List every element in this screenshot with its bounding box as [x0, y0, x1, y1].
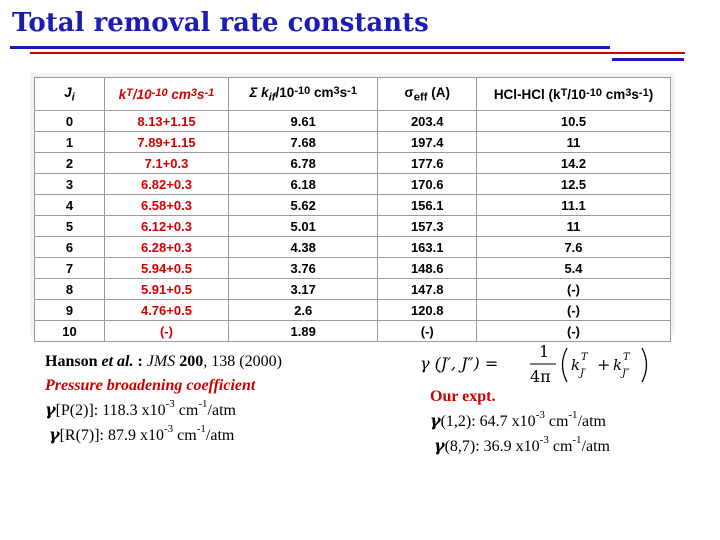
header-j: $J_i$: [35, 78, 105, 111]
cell-sigma: 120.8: [378, 300, 477, 321]
our-experiment-block: [430, 385, 710, 459]
cell-sum-k: 5.01: [228, 216, 377, 237]
gamma-symbol: γ: [49, 425, 60, 444]
cell-hcl: 11: [477, 132, 671, 153]
formula-k-right-sup: T: [623, 352, 630, 363]
cell-hcl: 11.1: [477, 195, 671, 216]
cell-kt: 5.94+0.5: [104, 258, 228, 279]
cell-hcl: 7.6: [477, 237, 671, 258]
rate-constants-table-frame: [30, 73, 675, 339]
cell-sum-k: 2.6: [228, 300, 377, 321]
formula-numerator: 1: [539, 342, 550, 361]
cell-kt: 6.28+0.3: [104, 237, 228, 258]
cell-kt: 4.76+0.5: [104, 300, 228, 321]
reference-gamma-p2: γ[P(2)]: 118.3 $x10^{-3}$ $cm^{-1}$/atm: [45, 398, 236, 419]
cell-kt: 5.91+0.5: [104, 279, 228, 300]
cell-kt: 6.58+0.3: [104, 195, 228, 216]
table-header-row: [35, 78, 671, 111]
formula-denominator: 4π: [530, 367, 551, 386]
cell-j: 9: [35, 300, 105, 321]
cell-sum-k: 3.76: [228, 258, 377, 279]
title-underline-blue-right: [612, 58, 684, 61]
cell-kt: 6.12+0.3: [104, 216, 228, 237]
our-expt-heading: Our expt.: [430, 388, 496, 405]
cell-kt: (-): [104, 321, 228, 342]
cell-hcl: (-): [477, 321, 671, 342]
cell-sum-k: 4.38: [228, 237, 377, 258]
header-sum-k: Σ $k_{if}/10^{-10}$ $cm^3s^{-1}$: [228, 78, 377, 111]
reference-gamma-r7: γ[R(7)]: 87.9 $x10^{-3}$ $cm^{-1}$/atm: [49, 423, 235, 444]
header-hcl: HCl-HCl ($k^T/10^{-10}$ $cm^3s^{-1}$): [477, 78, 671, 111]
cell-j: 2: [35, 153, 105, 174]
formula-lhs: γ (J′, J″) =: [420, 354, 499, 373]
header-sigma: $\sigma_{eff}$ (A): [378, 78, 477, 111]
cell-sum-k: 5.62: [228, 195, 377, 216]
expt-gamma-1-2: γ(1,2): 64.7 $x10^{-3}$ $cm^{-1}$/atm: [430, 409, 606, 430]
cell-j: 6: [35, 237, 105, 258]
cell-sigma: 170.6: [378, 174, 477, 195]
slide-title: Total removal rate constants: [12, 8, 429, 38]
cell-sigma: 177.6: [378, 153, 477, 174]
formula-k-right-sub: J″: [622, 368, 630, 379]
formula-paren-left: [563, 348, 568, 382]
broadening-formula: [420, 340, 670, 390]
gamma-symbol: γ: [434, 436, 445, 455]
formula-k-right: k: [613, 356, 623, 374]
cell-hcl: (-): [477, 300, 671, 321]
cell-sigma: 148.6: [378, 258, 477, 279]
cell-j: 5: [35, 216, 105, 237]
cell-j: 8: [35, 279, 105, 300]
formula-k-left-sub: J′: [580, 368, 587, 379]
cell-kt: 8.13+1.15: [104, 111, 228, 132]
cell-hcl: 11: [477, 216, 671, 237]
cell-sum-k: 9.61: [228, 111, 377, 132]
table-row: [35, 321, 671, 342]
table-row: [35, 237, 671, 258]
cell-sigma: 156.1: [378, 195, 477, 216]
cell-kt: 6.82+0.3: [104, 174, 228, 195]
cell-j: 10: [35, 321, 105, 342]
table-row: [35, 132, 671, 153]
formula-graphic: [420, 340, 670, 390]
table-row: [35, 279, 671, 300]
pressure-broadening-label: Pressure broadening coefficient: [45, 377, 256, 394]
cell-j: 3: [35, 174, 105, 195]
cell-j: 7: [35, 258, 105, 279]
gamma-symbol: γ: [45, 400, 56, 419]
cell-sum-k: 6.78: [228, 153, 377, 174]
table-row: [35, 174, 671, 195]
rate-constants-table: [34, 77, 671, 342]
cell-j: 0: [35, 111, 105, 132]
cell-kt: 7.1+0.3: [104, 153, 228, 174]
cell-j: 4: [35, 195, 105, 216]
expt-gamma-8-7: γ(8,7): 36.9 $x10^{-3}$ $cm^{-1}$/atm: [434, 434, 610, 455]
table-body: [35, 111, 671, 342]
table-row: [35, 195, 671, 216]
cell-kt: 7.89+1.15: [104, 132, 228, 153]
cell-sum-k: 3.17: [228, 279, 377, 300]
cell-sum-k: 6.18: [228, 174, 377, 195]
gamma-symbol: γ: [430, 411, 441, 430]
cell-sigma: (-): [378, 321, 477, 342]
reference-block: [45, 350, 405, 448]
formula-paren-right: [642, 348, 647, 382]
cell-sigma: 203.4: [378, 111, 477, 132]
cell-j: 1: [35, 132, 105, 153]
cell-hcl: 14.2: [477, 153, 671, 174]
cell-hcl: 10.5: [477, 111, 671, 132]
cell-sigma: 197.4: [378, 132, 477, 153]
formula-plus: +: [597, 355, 611, 374]
formula-k-left: k: [571, 356, 581, 374]
table-row: [35, 111, 671, 132]
cell-hcl: (-): [477, 279, 671, 300]
cell-sum-k: 7.68: [228, 132, 377, 153]
table-row: [35, 258, 671, 279]
cell-sigma: 157.3: [378, 216, 477, 237]
table-row: [35, 216, 671, 237]
reference-citation: Hanson et al. : JMS 200, 138 (2000): [45, 353, 282, 370]
table-row: [35, 153, 671, 174]
title-underline-blue: [10, 46, 610, 49]
header-kt: $k^T/10^{-10}$ $cm^3s^{-1}$: [104, 78, 228, 111]
cell-sigma: 147.8: [378, 279, 477, 300]
cell-sum-k: 1.89: [228, 321, 377, 342]
title-underline-red: [30, 52, 685, 54]
table-row: [35, 300, 671, 321]
cell-hcl: 5.4: [477, 258, 671, 279]
cell-hcl: 12.5: [477, 174, 671, 195]
cell-sigma: 163.1: [378, 237, 477, 258]
formula-k-left-sup: T: [581, 352, 588, 363]
